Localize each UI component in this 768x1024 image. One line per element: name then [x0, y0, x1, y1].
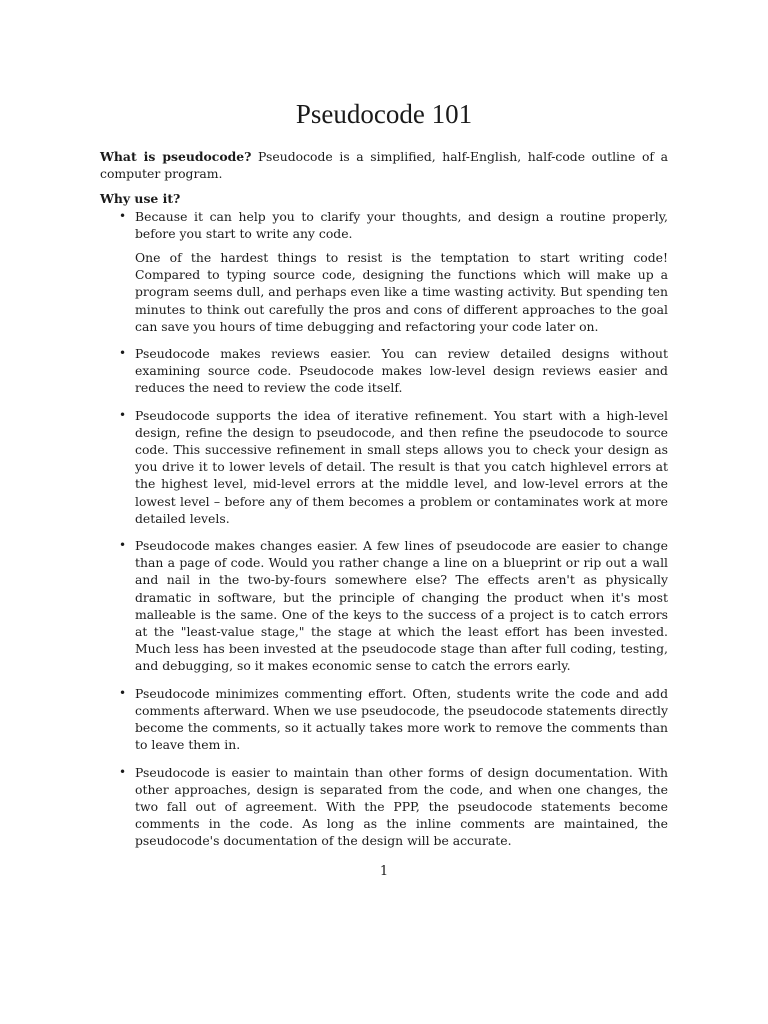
list-item	[100, 407, 668, 527]
bullet-icon: •	[119, 208, 127, 223]
list-item	[100, 685, 668, 754]
bullet-icon: •	[119, 346, 127, 361]
intro-paragraph	[100, 148, 668, 182]
bullet-icon: •	[119, 407, 127, 422]
list-item-text: Pseudocode makes reviews easier. You can review detailed designs without examining source code. Pseudocode makes low-level design reviews easier and reduces the need to review the code itself.	[135, 346, 668, 396]
bullet-icon: •	[119, 764, 127, 779]
list-item-text: Pseudocode is easier to maintain than other forms of design documentation. With other approaches, design is separated from the code, and when one changes, the two fall out of agreement. With the PPP, the pseudocode statements become comments in the code. As long as the inline comments are maintained, the pseudocode's documentation of the design will be accurate.	[135, 764, 668, 849]
intro-term: What is pseudocode?	[100, 149, 252, 164]
bullet-icon: •	[119, 538, 127, 553]
list-item-text: Pseudocode minimizes commenting effort. Often, students write the code and add comments afterward. When we use pseudocode, the pseudocode statements directly become the comments, so it actually takes more work to remove the comments than to leave them in.	[135, 685, 668, 753]
intro-definition: Pseudocode is a simplified, half-English, half-code outline of a computer program.	[100, 149, 668, 182]
reasons-list	[100, 208, 668, 850]
page-title: Pseudocode 101	[295, 99, 473, 129]
list-item	[100, 764, 668, 850]
section-heading: Why use it?	[100, 191, 181, 207]
list-item	[100, 345, 668, 397]
list-item-text: Pseudocode supports the idea of iterative refinement. You start with a high-level design, refine the design to pseudocode, and then refine the pseudocode to source code. This successive refinement in small steps allows you to check your design as you drive it to lower levels of detail. The result is that you catch highlevel errors at the highest level, mid-level errors at the middle level, and low-level errors at the lowest level – before any of them becomes a problem or contaminates work at more detailed levels.	[135, 407, 668, 526]
document-body	[100, 148, 668, 860]
list-item	[100, 537, 668, 675]
list-item-text: Because it can help you to clarify your thoughts, and design a routine properly, before you start to write any code.	[135, 208, 668, 241]
list-item	[100, 208, 668, 335]
page-number: 1	[379, 864, 389, 879]
bullet-icon: •	[119, 685, 127, 700]
list-item-text: One of the hardest things to resist is the temptation to start writing code! Compared to typing source code, designing the functions which will make up a program seems dull, and perhaps even like a time wasting activity. But spending ten minutes to think out carefully the pros and cons of different approaches to the goal can save you hours of time debugging and refactoring your code later on.	[135, 250, 668, 334]
list-item-text: Pseudocode makes changes easier. A few lines of pseudocode are easier to change than a page of code. Would you rather change a line on a blueprint or rip out a wall and nail in the two-by-fours somewhere else? The effects aren't as physically dramatic in software, but the principle of changing the product when it's most malleable is the same. One of the keys to the success of a project is to catch errors at the "least-value stage," the stage at which the least effort has been invested. Much less has been invested at the pseudocode stage than after full coding, testing, and debugging, so it makes economic sense to catch the errors early.	[135, 538, 668, 674]
